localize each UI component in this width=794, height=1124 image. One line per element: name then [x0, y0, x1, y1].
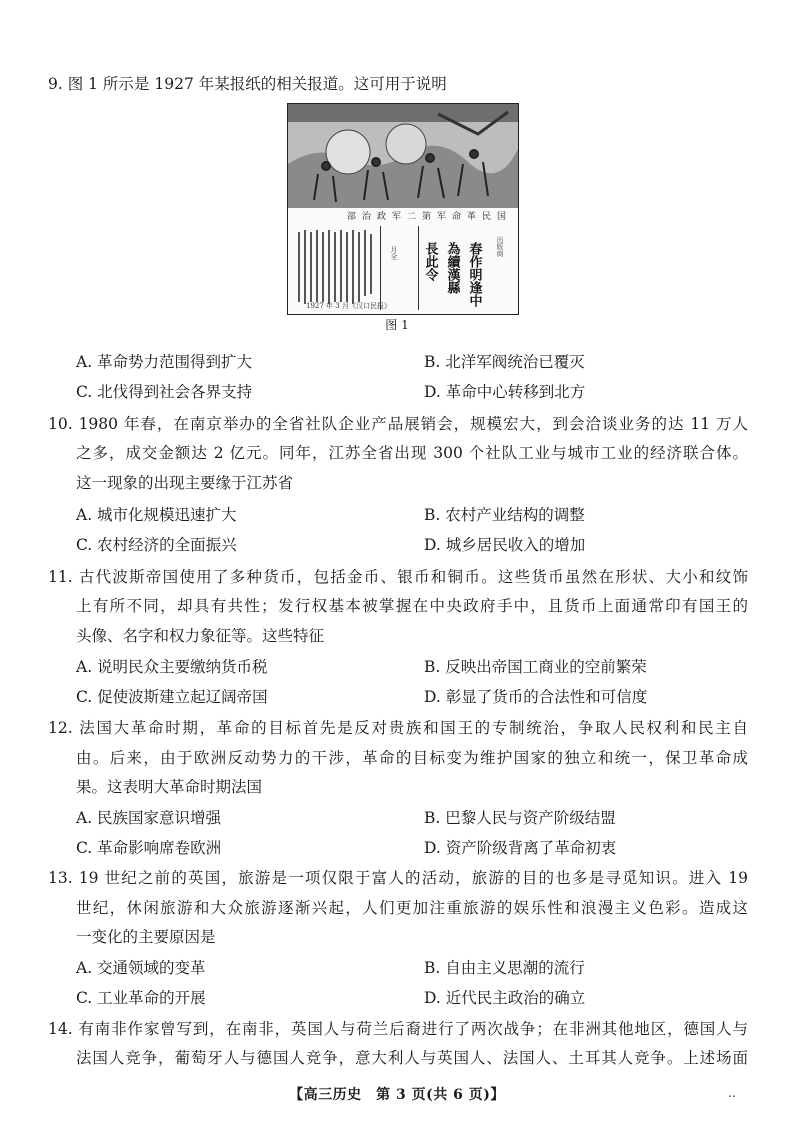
- newspaper-masthead: 部治政军二第军命革民国: [346, 212, 512, 222]
- q11-option-c: C. 促使波斯建立起辽阔帝国: [76, 688, 268, 706]
- q10-option-b: B. 农村产业结构的调整: [424, 506, 585, 524]
- q12-line-1: 12. 法国大革命时期，革命的目标首先是反对贵族和国王的专制统治，争取人民权利和民主自: [48, 719, 748, 737]
- q11-option-a: A. 说明民众主要缴纳货币税: [76, 658, 268, 676]
- svg-text:月全: 月全: [390, 246, 398, 260]
- q10-option-a: A. 城市化规模迅速扩大: [76, 506, 237, 524]
- q9-option-a: A. 革命势力范围得到扩大: [76, 353, 253, 371]
- q9-stem: 9. 图 1 所示是 1927 年某报纸的相关报道。这可用于说明: [48, 75, 447, 93]
- q12-option-d: D. 资产阶级背离了革命初衷: [424, 839, 617, 857]
- svg-text:出版商: 出版商: [496, 236, 504, 257]
- q13-line-1: 13. 19 世纪之前的英国，旅游是一项仅限于富人的活动，旅游的目的也多是寻觅知识。进入 19: [48, 869, 748, 887]
- q12-option-a: A. 民族国家意识增强: [76, 809, 222, 827]
- q12-option-b: B. 巴黎人民与资产阶级结盟: [424, 809, 616, 827]
- q10-line-1: 10. 1980 年春，在南京举办的全省社队企业产品展销会，规模宏大，到会洽谈业务的达 11 万人: [48, 415, 748, 433]
- newspaper-body-text-image: [294, 226, 512, 310]
- newspaper-caption: 1927 年 3 月《汉口民报》: [306, 302, 391, 310]
- q10-option-c: C. 农村经济的全面振兴: [76, 536, 237, 554]
- q11-line-2: 上有所不同，却具有共性；发行权基本被掌握在中央政府手中，且货币上面通常印有国王的: [76, 597, 748, 615]
- figure-label: 图 1: [385, 318, 409, 332]
- q13-option-a: A. 交通领域的变革: [76, 959, 206, 977]
- corner-mark: ..: [728, 1086, 736, 1100]
- q13-option-b: B. 自由主义思潮的流行: [424, 959, 585, 977]
- headline-col-2: 為續漢縣: [444, 242, 460, 294]
- q9-option-b: B. 北洋军阀统治已覆灭: [424, 353, 585, 371]
- headline-col-3: 長此令: [422, 242, 438, 281]
- q13-line-2: 世纪，休闲旅游和大众旅游逐渐兴起，人们更加注重旅游的娱乐性和浪漫主义色彩。造成这: [76, 899, 748, 917]
- q13-option-c: C. 工业革命的开展: [76, 989, 206, 1007]
- q10-line-3: 这一现象的出现主要缘于江苏省: [76, 474, 294, 492]
- q11-line-3: 头像、名字和权力象征等。这些特征: [76, 627, 325, 645]
- q10-line-2: 之多，成交金额达 2 亿元。同年，江苏全省出现 300 个社队工业与城市工业的经济联合体。: [76, 444, 748, 462]
- q11-line-1: 11. 古代波斯帝国使用了多种货币，包括金币、银币和铜币。这些货币虽然在形状、大小和纹饰: [48, 568, 748, 586]
- q13-line-3: 一变化的主要原因是: [76, 928, 216, 946]
- q12-option-c: C. 革命影响席卷欧洲: [76, 839, 222, 857]
- q11-option-b: B. 反映出帝国工商业的空前繁荣: [424, 658, 647, 676]
- newspaper-figure: [287, 103, 519, 315]
- q9-option-c: C. 北伐得到社会各界支持: [76, 383, 253, 401]
- q11-option-d: D. 彰显了货币的合法性和可信度: [424, 688, 648, 706]
- q14-line-1: 14. 有南非作家曾写到，在南非，英国人与荷兰后裔进行了两次战争；在非洲其他地区，德国人与: [48, 1020, 748, 1038]
- q13-option-d: D. 近代民主政治的确立: [424, 989, 586, 1007]
- q10-option-d: D. 城乡居民收入的增加: [424, 536, 586, 554]
- q12-line-2: 由。后来，由于欧洲反动势力的干涉，革命的目标变为维护国家的独立和统一，保卫革命成: [76, 749, 748, 767]
- headline-col-1: 春作明逢中: [466, 242, 482, 307]
- page-footer: 【高三历史 第 3 页(共 6 页)】: [289, 1087, 505, 1103]
- q12-line-3: 果。这表明大革命时期法国: [76, 778, 263, 796]
- q14-line-2: 法国人竞争，葡萄牙人与德国人竞争，意大利人与英国人、法国人、土耳其人竞争。上述场面: [76, 1049, 748, 1067]
- newspaper-photo-image: [288, 104, 518, 208]
- q9-option-d: D. 革命中心转移到北方: [424, 383, 586, 401]
